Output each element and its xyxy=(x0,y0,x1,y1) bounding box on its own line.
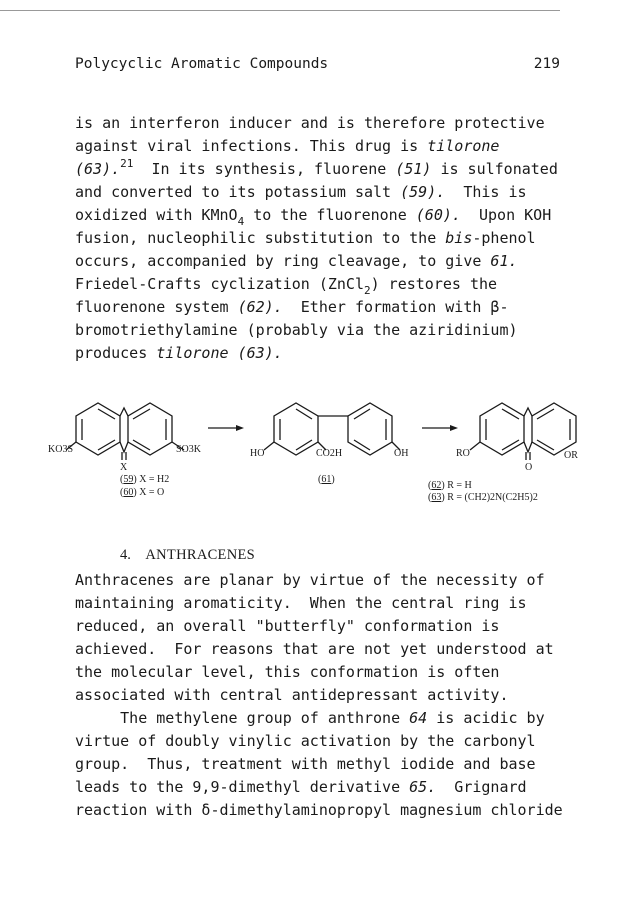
substituent-label: KO3S xyxy=(48,444,74,455)
compound-label: (60) X = O xyxy=(120,487,165,498)
compound-ref: (62). xyxy=(237,298,283,316)
compound-ref: (60). xyxy=(415,206,461,224)
paragraph-tilorone xyxy=(75,112,575,365)
line: achieved. For reasons that are not yet understood at xyxy=(75,640,554,658)
line: against viral infections. This drug is xyxy=(75,137,428,155)
substituent-label: O xyxy=(525,462,533,473)
line: is acidic by xyxy=(427,709,545,727)
substituent-label: HO xyxy=(250,448,265,459)
line: leads to the 9,9-dimethyl derivative xyxy=(75,778,410,796)
compound-label: (63) R = (CH2)2N(C2H5)2 xyxy=(428,492,538,503)
substituent-label: OR xyxy=(564,450,578,461)
compound-ref: (51) xyxy=(395,160,432,178)
line: ) restores the xyxy=(370,275,498,293)
substituent-label: CO2H xyxy=(316,448,343,459)
line: The methylene group of anthrone xyxy=(75,709,410,727)
line: and converted to its potassium salt xyxy=(75,183,401,201)
line: is sulfonated xyxy=(431,160,558,178)
line: oxidized with KMnO xyxy=(75,206,238,224)
compound-label: (62) R = H xyxy=(428,480,472,491)
section-number: 4. xyxy=(120,547,131,563)
line: bromotriethylamine (probably via the aziridinium) xyxy=(75,321,518,339)
drug-name: tilorone (63). xyxy=(156,344,283,362)
line: the molecular level, this conformation is often xyxy=(75,663,500,681)
paragraph-anthrone xyxy=(75,707,575,822)
line: fusion, nucleophilic substitution to the xyxy=(75,229,446,247)
fluorene-structure xyxy=(66,403,184,460)
line: associated with central antidepressant activity. xyxy=(75,686,509,704)
line: In its synthesis, fluorene xyxy=(133,160,396,178)
line: occurs, accompanied by ring cleavage, to give xyxy=(75,252,491,270)
line: Grignard xyxy=(436,778,527,796)
line: This is xyxy=(445,183,527,201)
drug-name: tilorone xyxy=(427,137,500,155)
substituent-label: X xyxy=(120,462,128,473)
substituent-label: RO xyxy=(456,448,470,459)
paragraph-anthracenes xyxy=(75,569,575,707)
emphasis: bis xyxy=(445,229,473,247)
compound-ref: (63). xyxy=(75,160,121,178)
line: virtue of doubly vinylic activation by the carbonyl xyxy=(75,732,536,750)
line: reduced, an overall "butterfly" conformation is xyxy=(75,617,500,635)
line: Ether formation with β- xyxy=(282,298,509,316)
compound-ref: 65. xyxy=(409,778,437,796)
header-title: Polycyclic Aromatic Compounds xyxy=(75,56,329,72)
synthesis-scheme xyxy=(48,380,580,503)
section-heading xyxy=(120,547,255,564)
line: group. Thus, treatment with methyl iodide and base xyxy=(75,755,536,773)
substituent-label: SO3K xyxy=(176,444,202,455)
substituent-label: OH xyxy=(394,448,409,459)
compound-ref: 64 xyxy=(409,709,428,727)
line: Anthracenes are planar by virtue of the necessity of xyxy=(75,571,545,589)
line: -phenol xyxy=(472,229,536,247)
line: produces xyxy=(75,344,157,362)
line: fluorenone system xyxy=(75,298,238,316)
line: Friedel-Crafts cyclization (ZnCl xyxy=(75,275,364,293)
section-title: ANTHRACENES xyxy=(145,547,256,563)
line: is an interferon inducer and is therefore protective xyxy=(75,114,545,132)
line: reaction with δ-dimethylaminopropyl magnesium chloride xyxy=(75,801,563,819)
subscript: 4 xyxy=(237,215,245,228)
compound-ref: 61. xyxy=(490,252,518,270)
page-number: 219 xyxy=(533,56,560,72)
top-rule xyxy=(0,10,560,11)
compound-label: (59) X = H2 xyxy=(120,474,170,485)
reference-number: 21 xyxy=(120,157,134,170)
running-header xyxy=(75,56,560,72)
subscript: 2 xyxy=(363,284,371,297)
fluorenone-structure xyxy=(470,403,576,460)
line: maintaining aromaticity. When the central ring is xyxy=(75,594,527,612)
line: Upon KOH xyxy=(460,206,552,224)
compound-label: (61) xyxy=(318,474,335,485)
line: to the fluorenone xyxy=(244,206,416,224)
compound-ref: (59). xyxy=(400,183,446,201)
